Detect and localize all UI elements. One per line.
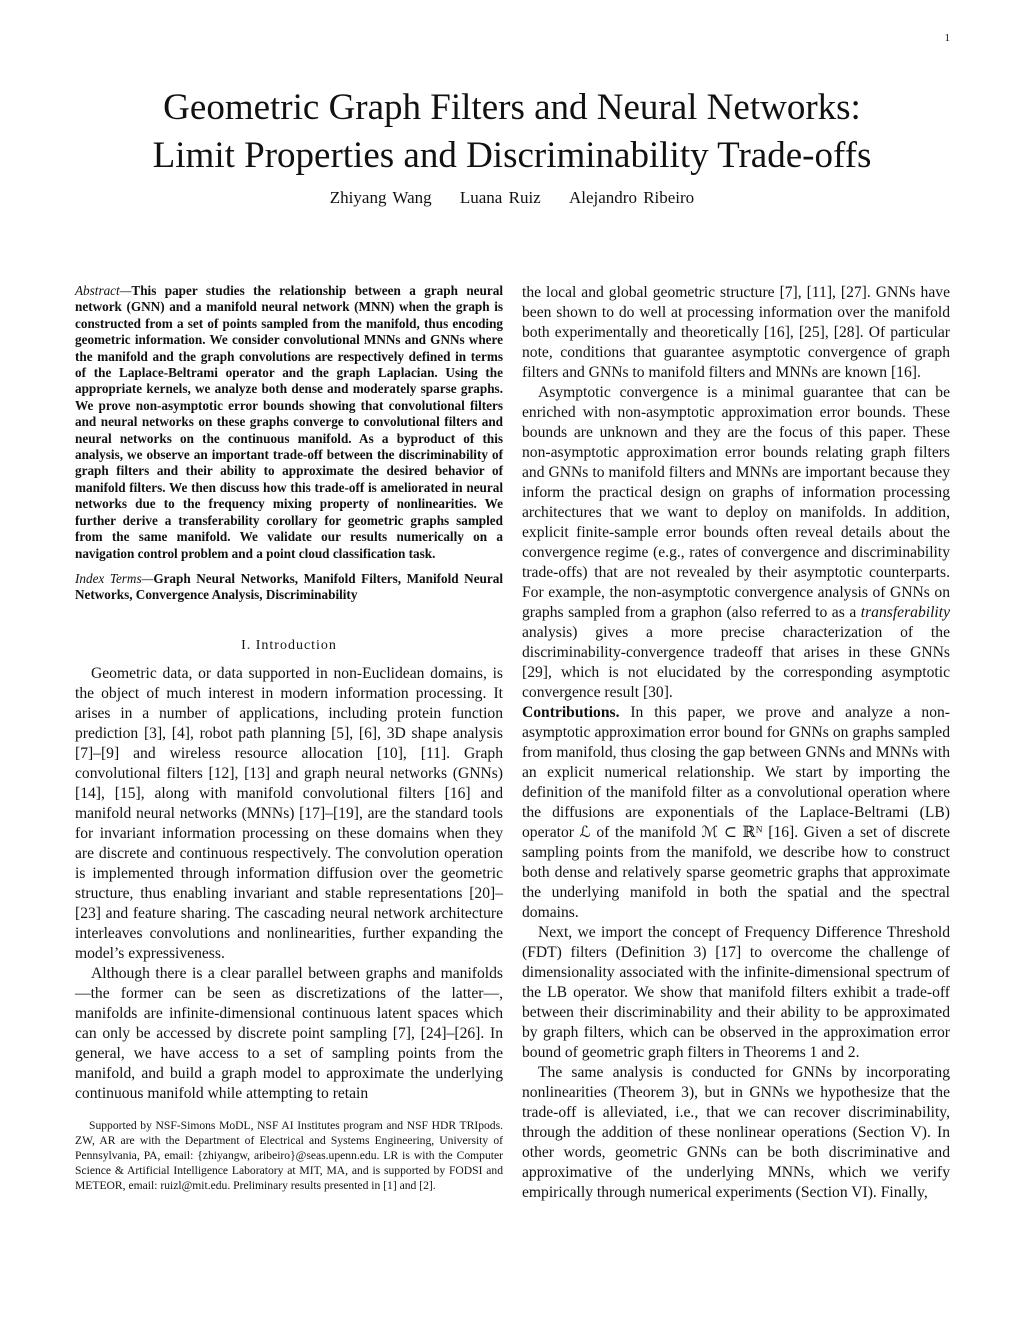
title-line-1: Geometric Graph Filters and Neural Networks: [163, 87, 861, 128]
author-2: Luana Ruiz [459, 188, 541, 207]
title-line-2: Limit Properties and Discriminability Trade-offs [152, 135, 872, 176]
abstract [75, 283, 503, 562]
intro-paragraph-1: Geometric data, or data supported in non-Euclidean domains, is the object of much interest in modern information processing. It arises in a number of applications, including protein function prediction [3], [4], robot path planning [5], [6], 3D shape analysis [7]–[9] and wireless resource allocation [10], [11]. Graph convolutional filters [12], [13] and graph neural networks (GNNs) [14], [15], along with manifold convolutional filters [16] and manifold neural networks (MNNs) [17]–[19], are the standard tools for invariant information processing on these domains when they are discrete and continuous respectively. The convolution operation is implemented through information diffusion over the geometric structure, thus enabling invariant and stable representations [20]–[23] and feature sharing. The cascading neural network architecture interleaves convolutions and nonlinearities, further expanding the model’s expressiveness. [75, 664, 503, 962]
right-paragraph-1: the local and global geometric structure [7], [11], [27]. GNNs have been shown to do well at processing information over the manifold both experimentally and theoretically [16], [25], [28]. Of particular note, conditions that guarantee asymptotic convergence of graph filters and GNNs to manifold filters and MNNs are known [16]. [522, 284, 950, 381]
right-p2-part-b: analysis) gives a more precise characterization of the discriminability-convergence tradeoff that arises in these GNNs [29], which is not elucidated by the corresponding asymptotic convergence result [30]. [522, 624, 950, 701]
right-p2-emphasis: transferability [860, 604, 950, 621]
index-terms-label: Index Terms— [75, 570, 154, 586]
abstract-text: This paper studies the relationship between a graph neural network (GNN) and a manifold neural network (MNN) when the graph is constructed from a set of points sampled from the manifold, thus encoding geometric information. We consider convolutional MNNs and GNNs where the manifold and the graph convolutions are respectively defined in terms of the Laplace-Beltrami operator and the graph Laplacian. Using the appropriate kernels, we analyze both dense and moderately sparse graphs. We prove non-asymptotic error bounds showing that convolutional filters and neural networks on these graphs converge to convolutional filters and neural networks on the continuous manifold. As a byproduct of this analysis, we observe an important trade-off between the discriminability of graph filters and their ability to approximate the desired behavior of manifold filters. We then discuss how this trade-off is ameliorated in neural networks due to the frequency mixing property of nonlinearities. We further derive a transferability corollary for geometric graphs sampled from the same manifold. We validate our results numerically on a navigation control problem and a point cloud classification task. [75, 283, 503, 561]
intro-paragraph-2: Although there is a clear parallel between graphs and manifolds—the former can be seen as discretizations of the latter—, manifolds are infinite-dimensional continuous latent spaces which can only be accessed by discrete point sampling [7], [24]–[26]. In general, we have access to a set of sampling points from the manifold, and build a graph model to approximate the underlying continuous manifold while attempting to retain [75, 964, 503, 1102]
contributions-paragraph [522, 703, 950, 923]
right-paragraph-4: Next, we import the concept of Frequency Difference Threshold (FDT) filters (Definition 3) [17] to overcome the challenge of dimensionality associated with the infinite-dimensional spectrum of the LB operator. We show that manifold filters exhibit a trade-off between their discriminability and their ability to be approximated by graph filters, which can be observed in the approximation error bound of geometric graph filters in Theorems 1 and 2. [522, 924, 950, 1061]
right-paragraph-5: The same analysis is conducted for GNNs by incorporating nonlinearities (Theorem 3), but in GNNs we hypothesize that the trade-off is alleviated, i.e., that we can recover discriminability, through the addition of these nonlinear operations (Section V). In other words, geometric GNNs can be both discriminative and approximative of the underlying MNNs, which we verify empirically through numerical experiments (Section VI). Finally, [522, 1064, 950, 1201]
right-column [522, 283, 950, 1203]
abstract-label: Abstract— [75, 283, 132, 298]
author-3: Alejandro Ribeiro [568, 188, 695, 207]
arxiv-stamp-svg [15, 360, 75, 950]
index-terms-text: Graph Neural Networks, Manifold Filters, Manifold Neural Networks, Convergence Analysis, Discriminability [75, 570, 503, 603]
author-list [60, 188, 964, 208]
right-paragraph-2 [522, 383, 950, 703]
arxiv-side-stamp [15, 360, 75, 950]
page-number: 1 [944, 32, 950, 44]
author-1: Zhiyang Wang [329, 188, 432, 207]
contributions-label: Contributions. [522, 704, 620, 721]
left-column [75, 283, 503, 1193]
index-terms [75, 571, 503, 604]
footnote: Supported by NSF-Simons MoDL, NSF AI Institutes program and NSF HDR TRIpods. ZW, AR are with the Department of Electrical and Systems Engineering, University of Pennsylvania, PA, email: {zhiyangw, aribeiro}@seas.upenn.edu. LR is with the Computer Science & Artificial Intelligence Laboratory at MIT, MA, and is supported by FODSI and METEOR, email: ruizl@mit.edu. Preliminary results presented in [1] and [2]. [75, 1118, 503, 1192]
right-p2-part-a: Asymptotic convergence is a minimal guarantee that can be enriched with non-asymptotic approximation error bounds. These bounds are unknown and they are the focus of this paper. These non-asymptotic approximation error bounds relating graph filters and GNNs to manifold filters and MNNs are important because they inform the practical design on graphs of information processing architectures that we want to deploy on manifolds. In addition, explicit finite-sample error bounds often reveal details about the convergence regime (e.g., rates of convergence and discriminability trade-offs) that are not revealed by their asymptotic counterparts. For example, the non-asymptotic convergence analysis of GNNs on graphs sampled from a graphon (also referred to as a [522, 384, 950, 621]
section-heading-introduction: I. Introduction [241, 637, 337, 653]
paper-title [60, 84, 964, 180]
contributions-text: In this paper, we prove and analyze a non-asymptotic approximation error bound for GNNs on graphs sampled from manifold, thus closing the gap between GNNs and MNNs with an explicit numerical relationship. We start by importing the definition of the manifold filter as a convolutional operation where the diffusions are exponentials of the Laplace-Beltrami (LB) operator ℒ of the manifold ℳ ⊂ ℝᴺ [16]. Given a set of discrete sampling points from the manifold, we describe how to construct both dense and relatively sparse geometric graphs that approximate the underlying manifold in both the spatial and the spectral domains. [522, 704, 950, 921]
